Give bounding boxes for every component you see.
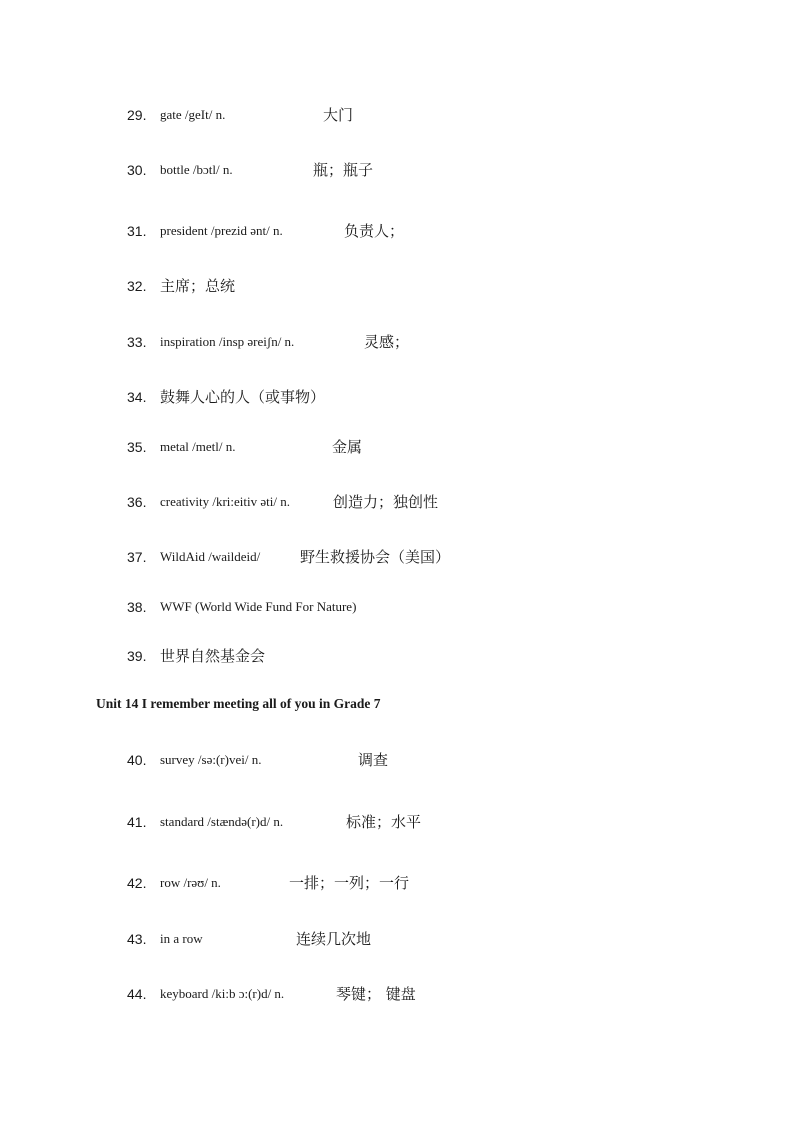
entry-meaning: 灵感； <box>364 333 410 351</box>
entry-meaning: 创造力；独创性 <box>333 493 439 511</box>
entry-word: in a row <box>160 931 203 946</box>
entry-number: 33. <box>127 334 147 350</box>
entry-number: 43. <box>127 931 147 947</box>
entry-word: president /prezid ənt/ n. <box>160 223 283 238</box>
entry-word: WildAid /waildeid/ <box>160 549 261 564</box>
entry-meaning: 野生救援协会（美国） <box>300 548 451 566</box>
unit-heading: Unit 14 I remember meeting all of you in Grade 7 <box>96 696 381 711</box>
entry-number: 41. <box>127 814 147 830</box>
entry-number: 38. <box>127 599 147 615</box>
entry-meaning: 鼓舞人心的人（或事物） <box>160 388 326 406</box>
entry-number: 32. <box>127 278 147 294</box>
entry-meaning: 一排；一列；一行 <box>289 874 410 892</box>
entry-meaning: 调查 <box>358 751 389 769</box>
entry-number: 31. <box>127 223 147 239</box>
entry-number: 30. <box>127 162 147 178</box>
entry-number: 36. <box>127 494 147 510</box>
entry-meaning: 连续几次地 <box>296 930 372 948</box>
entry-word: bottle /bɔtl/ n. <box>160 162 233 177</box>
entry-meaning: 瓶；瓶子 <box>313 161 374 179</box>
entry-meaning: 标准；水平 <box>346 813 422 831</box>
entry-number: 35. <box>127 439 147 455</box>
entry-word: row /rəʊ/ n. <box>160 875 221 890</box>
entry-number: 40. <box>127 752 147 768</box>
entry-number: 37. <box>127 549 147 565</box>
entry-meaning: 大门 <box>323 106 354 124</box>
entry-number: 42. <box>127 875 147 891</box>
entry-number: 34. <box>127 389 147 405</box>
entry-word: WWF (World Wide Fund For Nature) <box>160 599 357 614</box>
entry-meaning: 世界自然基金会 <box>160 647 266 665</box>
entry-word: gate /geIt/ n. <box>160 107 226 122</box>
entry-word: keyboard /ki:b ɔ:(r)d/ n. <box>160 986 285 1001</box>
entry-meaning: 琴键； 键盘 <box>336 985 416 1003</box>
entry-number: 39. <box>127 648 147 664</box>
entry-meaning: 金属 <box>332 438 363 456</box>
entry-word: metal /metl/ n. <box>160 439 236 454</box>
entry-number: 29. <box>127 107 147 123</box>
entry-meaning: 负责人； <box>344 222 405 240</box>
entry-meaning: 主席；总统 <box>160 277 236 295</box>
entry-word: standard /stændə(r)d/ n. <box>160 814 284 829</box>
entry-word: inspiration /insp əreiʃn/ n. <box>160 334 295 349</box>
entry-word: survey /sə:(r)vei/ n. <box>160 752 262 767</box>
entry-word: creativity /kri:eitiv əti/ n. <box>160 494 290 509</box>
entry-number: 44. <box>127 986 147 1002</box>
